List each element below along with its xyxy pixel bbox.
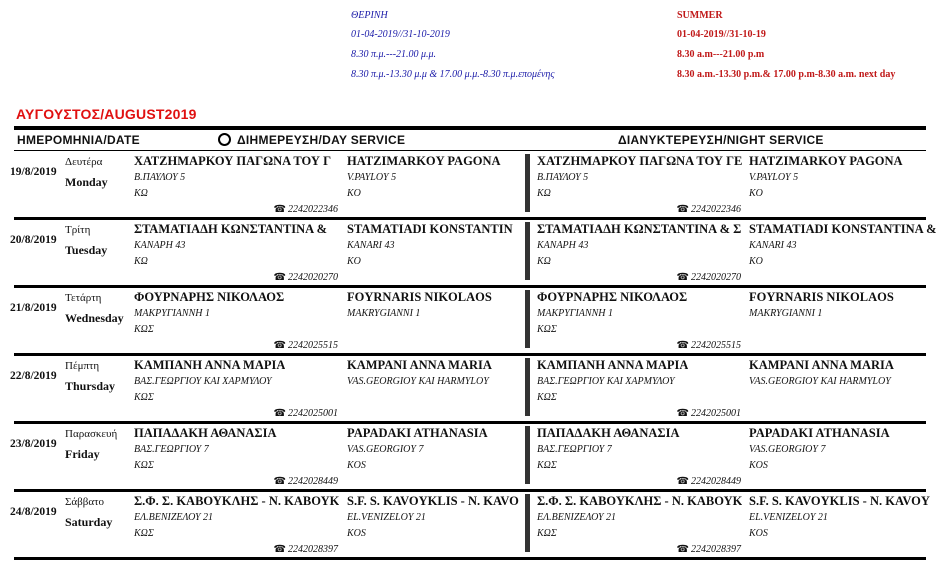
- duty-date: 24/8/2019: [10, 506, 57, 518]
- telephone-icon: ☎: [676, 272, 689, 283]
- day-pharmacy-name-gr: ΚΑΜΠΑΝΗ ΑΝΝΑ ΜΑΡΙΑ: [134, 358, 286, 372]
- row-separator: [14, 557, 926, 560]
- day-value-gr: 8.30 π.μ.---21.00 μ.μ.: [351, 49, 437, 60]
- night-pharmacy-address-gr: ΚΑΝΑΡΗ 43: [537, 240, 589, 251]
- telephone-icon: ☎: [676, 204, 689, 215]
- day-pharmacy-name-en: STAMATIADI KONSTANTIN: [347, 222, 513, 236]
- day-pharmacy-phone[interactable]: [274, 544, 338, 555]
- night-pharmacy-city-en: KOS: [749, 460, 768, 471]
- weekday-gr: Δευτέρα: [65, 156, 103, 168]
- period-value-en: SUMMER: [677, 10, 723, 21]
- day-pharmacy-city-gr: ΚΩΣ: [134, 324, 154, 335]
- night-pharmacy-city-en: KOS: [749, 528, 768, 539]
- weekday-gr: Τρίτη: [65, 224, 91, 236]
- day-pharmacy-phone[interactable]: [274, 408, 338, 419]
- day-pharmacy-name-gr: Σ.Φ. Σ. ΚΑΒΟΥΚΛΗΣ - Ν. ΚΑΒΟΥΚ: [134, 494, 340, 508]
- table-row: [0, 356, 945, 418]
- night-pharmacy-name-gr: ΣΤΑΜΑΤΙΑΔΗ ΚΩΝΣΤΑΝΤΙΝΑ & Σ: [537, 222, 742, 236]
- day-pharmacy-address-gr: ΒΑΣ.ΓΕΩΡΓΙΟΥ ΚΑΙ ΧΑΡΜΥΛΟΥ: [134, 376, 272, 387]
- column-divider: [525, 494, 530, 552]
- night-pharmacy-address-en: V.PAYLOY 5: [749, 172, 799, 183]
- column-divider: [525, 290, 530, 348]
- night-pharmacy-address-en: EL.VENIZELOY 21: [749, 512, 828, 523]
- day-pharmacy-name-gr: ΠΑΠΑΔΑΚΗ ΑΘΑΝΑΣΙΑ: [134, 426, 277, 440]
- table-row: [0, 492, 945, 554]
- day-pharmacy-city-gr: ΚΩ: [134, 188, 148, 199]
- header-bottom-rule: [14, 150, 926, 151]
- phone-number: 2242025515: [288, 340, 338, 351]
- telephone-icon: ☎: [676, 544, 689, 555]
- telephone-icon: ☎: [676, 408, 689, 419]
- telephone-icon: ☎: [273, 340, 286, 351]
- phone-number: 2242028397: [288, 544, 338, 555]
- day-pharmacy-city-en: KOS: [347, 528, 366, 539]
- phone-number: 2242020270: [691, 272, 741, 283]
- phone-number: 2242025515: [691, 340, 741, 351]
- column-divider: [525, 426, 530, 484]
- day-pharmacy-name-gr: ΦΟΥΡΝΑΡΗΣ ΝΙΚΟΛΑΟΣ: [134, 290, 285, 304]
- night-pharmacy-phone[interactable]: [677, 476, 741, 487]
- night-pharmacy-name-en: KAMPANI ANNA MARIA: [749, 358, 894, 372]
- weekday-gr: Παρασκευή: [65, 428, 118, 440]
- night-pharmacy-name-gr: ΦΟΥΡΝΑΡΗΣ ΝΙΚΟΛΑΟΣ: [537, 290, 688, 304]
- telephone-icon: ☎: [273, 204, 286, 215]
- night-pharmacy-city-gr: ΚΩ: [537, 188, 551, 199]
- duty-date: 21/8/2019: [10, 302, 57, 314]
- night-pharmacy-city-en: KO: [749, 256, 763, 267]
- weekday-en: Tuesday: [65, 243, 108, 257]
- night-pharmacy-name-en: STAMATIADI KONSTANTINA &: [749, 222, 937, 236]
- day-value-en: 8.30 a.m---21.00 p.m: [677, 49, 765, 60]
- night-pharmacy-address-en: VAS.GEORGIOY KAI HARMYLOY: [749, 376, 891, 387]
- day-pharmacy-city-en: KOS: [347, 460, 366, 471]
- duty-date: 19/8/2019: [10, 166, 57, 178]
- night-pharmacy-city-gr: ΚΩΣ: [537, 324, 557, 335]
- month-title: ΑΥΓΟΥΣΤΟΣ/AUGUST2019: [16, 106, 197, 122]
- night-pharmacy-city-gr: ΚΩΣ: [537, 528, 557, 539]
- weekday-en: Friday: [65, 447, 100, 461]
- day-pharmacy-city-gr: ΚΩΣ: [134, 460, 154, 471]
- phone-number: 2242028397: [691, 544, 741, 555]
- weekday-en: Saturday: [65, 515, 113, 529]
- night-pharmacy-address-en: MAKRYGIANNI 1: [749, 308, 823, 319]
- telephone-icon: ☎: [676, 340, 689, 351]
- day-pharmacy-address-gr: ΜΑΚΡΥΓΙΑΝΝΗ 1: [134, 308, 210, 319]
- duty-date: 20/8/2019: [10, 234, 57, 246]
- day-pharmacy-name-en: HATZIMARKOY PAGONA: [347, 154, 501, 168]
- period-value-gr: ΘΕΡΙΝΗ: [351, 10, 388, 21]
- duty-date: 23/8/2019: [10, 438, 57, 450]
- day-pharmacy-name-en: FOYRNARIS NIKOLAOS: [347, 290, 492, 304]
- phone-number: 2242020270: [288, 272, 338, 283]
- date-column-header: ΗΜΕΡΟΜΗΝΙΑ/DATE: [17, 133, 140, 147]
- day-pharmacy-phone[interactable]: [274, 340, 338, 351]
- night-pharmacy-phone[interactable]: [677, 340, 741, 351]
- column-divider: [525, 358, 530, 416]
- day-pharmacy-address-en: KANARI 43: [347, 240, 395, 251]
- day-pharmacy-address-en: V.PAYLOY 5: [347, 172, 397, 183]
- telephone-icon: ☎: [273, 476, 286, 487]
- night-value-gr: 8.30 π.μ.-13.30 μ.μ & 17.00 μ.μ.-8.30 π.μ.επομένης: [351, 69, 555, 80]
- day-pharmacy-address-gr: ΕΛ.ΒΕΝΙΖΕΛΟΥ 21: [134, 512, 214, 523]
- day-pharmacy-city-gr: ΚΩΣ: [134, 392, 154, 403]
- phone-number: 2242025001: [288, 408, 338, 419]
- table-row: [0, 220, 945, 282]
- night-pharmacy-name-gr: Σ.Φ. Σ. ΚΑΒΟΥΚΛΗΣ - Ν. ΚΑΒΟΥΚ: [537, 494, 743, 508]
- weekday-gr: Τετάρτη: [65, 292, 102, 304]
- night-pharmacy-address-gr: ΕΛ.ΒΕΝΙΖΕΛΟΥ 21: [537, 512, 617, 523]
- night-pharmacy-address-en: KANARI 43: [749, 240, 797, 251]
- valid-value-gr: 01-04-2019//31-10-2019: [351, 29, 450, 40]
- night-pharmacy-address-gr: ΒΑΣ.ΓΕΩΡΓΙΟΥ 7: [537, 444, 612, 455]
- day-pharmacy-name-en: KAMPANI ANNA MARIA: [347, 358, 492, 372]
- day-pharmacy-city-gr: ΚΩ: [134, 256, 148, 267]
- night-pharmacy-address-en: VAS.GEORGIOY 7: [749, 444, 826, 455]
- phone-number: 2242022346: [691, 204, 741, 215]
- day-pharmacy-address-en: VAS.GEORGIOY KAI HARMYLOY: [347, 376, 489, 387]
- day-pharmacy-address-en: EL.VENIZELOY 21: [347, 512, 426, 523]
- day-pharmacy-name-en: PAPADAKI ATHANASIA: [347, 426, 488, 440]
- night-pharmacy-phone[interactable]: [677, 272, 741, 283]
- phone-number: 2242028449: [691, 476, 741, 487]
- night-pharmacy-city-gr: ΚΩ: [537, 256, 551, 267]
- day-pharmacy-name-gr: ΣΤΑΜΑΤΙΑΔΗ ΚΩΝΣΤΑΝΤΙΝΑ &: [134, 222, 328, 236]
- day-pharmacy-phone[interactable]: [274, 476, 338, 487]
- day-service-header-label: ΔΙΗΜΕΡΕΥΣΗ/DAY SERVICE: [237, 133, 406, 147]
- day-pharmacy-name-gr: ΧΑΤΖΗΜΑΡΚΟΥ ΠΑΓΩΝΑ ΤΟΥ Γ: [134, 154, 332, 168]
- day-pharmacy-phone[interactable]: [274, 272, 338, 283]
- night-pharmacy-name-gr: ΚΑΜΠΑΝΗ ΑΝΝΑ ΜΑΡΙΑ: [537, 358, 689, 372]
- telephone-icon: ☎: [273, 408, 286, 419]
- duty-date: 22/8/2019: [10, 370, 57, 382]
- night-pharmacy-city-en: KO: [749, 188, 763, 199]
- night-pharmacy-address-gr: ΒΑΣ.ΓΕΩΡΓΙΟΥ ΚΑΙ ΧΑΡΜΥΛΟΥ: [537, 376, 675, 387]
- weekday-gr: Σάββατο: [65, 496, 105, 508]
- circle-icon: [218, 133, 231, 146]
- weekday-en: Wednesday: [65, 311, 124, 325]
- day-pharmacy-address-gr: Β.ΠΑΥΛΟΥ 5: [134, 172, 186, 183]
- night-pharmacy-city-gr: ΚΩΣ: [537, 392, 557, 403]
- phone-number: 2242025001: [691, 408, 741, 419]
- day-pharmacy-address-gr: ΒΑΣ.ΓΕΩΡΓΙΟΥ 7: [134, 444, 209, 455]
- telephone-icon: ☎: [273, 272, 286, 283]
- column-divider: [525, 154, 530, 212]
- weekday-en: Monday: [65, 175, 108, 189]
- day-service-column-header: [218, 130, 405, 150]
- night-pharmacy-phone[interactable]: [677, 204, 741, 215]
- telephone-icon: ☎: [676, 476, 689, 487]
- night-pharmacy-name-gr: ΠΑΠΑΔΑΚΗ ΑΘΑΝΑΣΙΑ: [537, 426, 680, 440]
- weekday-en: Thursday: [65, 379, 116, 393]
- night-pharmacy-address-gr: ΜΑΚΡΥΓΙΑΝΝΗ 1: [537, 308, 613, 319]
- table-row: [0, 152, 945, 214]
- night-pharmacy-city-gr: ΚΩΣ: [537, 460, 557, 471]
- day-pharmacy-address-en: MAKRYGIANNI 1: [347, 308, 421, 319]
- day-pharmacy-name-en: S.F. S. KAVOYKLIS - N. KAVO: [347, 494, 519, 508]
- phone-number: 2242028449: [288, 476, 338, 487]
- phone-number: 2242022346: [288, 204, 338, 215]
- day-pharmacy-city-gr: ΚΩΣ: [134, 528, 154, 539]
- column-divider: [525, 222, 530, 280]
- telephone-icon: ☎: [273, 544, 286, 555]
- day-pharmacy-address-gr: ΚΑΝΑΡΗ 43: [134, 240, 186, 251]
- valid-value-en: 01-04-2019//31-10-19: [677, 29, 766, 40]
- night-pharmacy-phone[interactable]: [677, 544, 741, 555]
- day-pharmacy-city-en: KO: [347, 256, 361, 267]
- table-row: [0, 424, 945, 486]
- table-row: [0, 288, 945, 350]
- night-pharmacy-name-en: FOYRNARIS NIKOLAOS: [749, 290, 894, 304]
- night-pharmacy-phone[interactable]: [677, 408, 741, 419]
- night-pharmacy-name-en: PAPADAKI ATHANASIA: [749, 426, 890, 440]
- night-pharmacy-address-gr: Β.ΠΑΥΛΟΥ 5: [537, 172, 589, 183]
- weekday-gr: Πέμπτη: [65, 360, 100, 372]
- night-pharmacy-name-gr: ΧΑΤΖΗΜΑΡΚΟΥ ΠΑΓΩΝΑ ΤΟΥ ΓΕ: [537, 154, 743, 168]
- day-pharmacy-phone[interactable]: [274, 204, 338, 215]
- night-value-en: 8.30 a.m.-13.30 p.m.& 17.00 p.m-8.30 a.m. next day: [677, 69, 896, 80]
- night-pharmacy-name-en: S.F. S. KAVOYKLIS - N. KAVOY: [749, 494, 930, 508]
- night-pharmacy-name-en: HATZIMARKOY PAGONA: [749, 154, 903, 168]
- night-service-column-header: ΔΙΑΝΥΚΤΕΡΕΥΣΗ/NIGHT SERVICE: [618, 133, 824, 147]
- day-pharmacy-city-en: KO: [347, 188, 361, 199]
- day-pharmacy-address-en: VAS.GEORGIOY 7: [347, 444, 424, 455]
